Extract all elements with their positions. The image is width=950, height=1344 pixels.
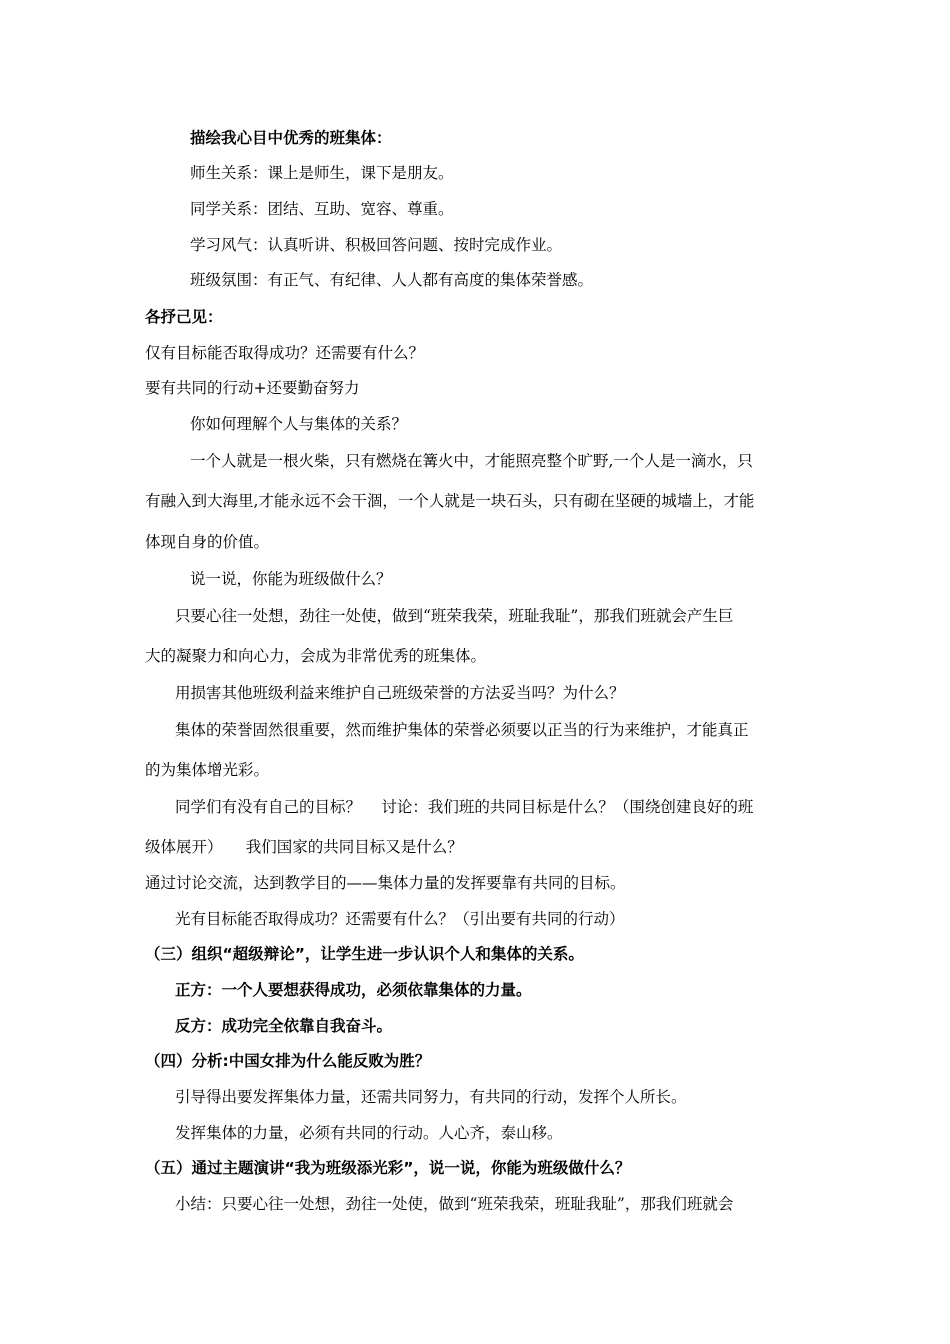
heading-opinions: 各抒己见： [145,308,223,326]
text-line: 仅有目标能否取得成功？还需要有什么？ [145,344,425,362]
text-line: 用损害其他班级利益来维护自己班级荣誉的方法妥当吗？为什么？ [175,684,625,702]
text-line: 级体展开） 我们国家的共同目标又是什么？ [145,838,463,856]
text-line: 要有共同的行动+还要勤奋努力 [145,379,360,397]
heading-section-4: （四）分析:中国女排为什么能反败为胜？ [145,1052,431,1070]
text-line: 大的凝聚力和向心力，会成为非常优秀的班集体。 [145,647,487,665]
text-line: 发挥集体的力量，必须有共同的行动。人心齐，泰山移。 [175,1124,563,1142]
text-negative: 反方：成功完全依靠自我奋斗。 [175,1017,393,1035]
text-line: 同学关系：团结、互助、宽容、尊重。 [190,200,454,218]
text-line: 一个人就是一根火柴，只有燃烧在篝火中，才能照亮整个旷野,一个人是一滴水，只 [190,452,753,470]
text-line: 你如何理解个人与集体的关系？ [190,415,408,433]
text-line: 有融入到大海里,才能永远不会干涸，一个人就是一块石头，只有砌在坚硬的城墙上，才能 [145,492,755,510]
text-line: 师生关系：课上是师生，课下是朋友。 [190,164,454,182]
text-line: 班级氛围：有正气、有纪律、人人都有高度的集体荣誉感。 [190,271,594,289]
text-line: 的为集体增光彩。 [145,761,270,779]
text-line: 体现自身的价值。 [145,533,270,551]
text-line: 说一说，你能为班级做什么？ [190,570,392,588]
text-summary: 小结：只要心往一处想，劲往一处使，做到“班荣我荣，班耻我耻”，那我们班就会 [175,1195,734,1213]
text-line: 同学们有没有自己的目标？ 讨论：我们班的共同目标是什么？（围绕创建良好的班 [175,798,754,816]
text-line: 只要心往一处想，劲往一处使，做到“班荣我荣，班耻我耻”，那我们班就会产生巨 [175,607,734,625]
heading-ideal-class: 描绘我心目中优秀的班集体： [190,129,392,147]
text-line: 集体的荣誉固然很重要，然而维护集体的荣誉必须要以正当的行为来维护，才能真正 [175,721,749,739]
heading-section-3: （三）组织“超级辩论”，让学生进一步认识个人和集体的关系。 [145,945,584,963]
text-line: 通过讨论交流，达到教学目的——集体力量的发挥要靠有共同的目标。 [145,874,626,892]
text-line: 引导得出要发挥集体力量，还需共同努力，有共同的行动，发挥个人所长。 [175,1088,687,1106]
heading-section-5: （五）通过主题演讲“我为班级添光彩”，说一说，你能为班级做什么？ [145,1159,631,1177]
text-line: 学习风气：认真听讲、积极回答问题、按时完成作业。 [190,236,563,254]
text-affirmative: 正方：一个人要想获得成功，必须依靠集体的力量。 [175,981,532,999]
text-line: 光有目标能否取得成功？还需要有什么？（引出要有共同的行动） [175,910,625,928]
